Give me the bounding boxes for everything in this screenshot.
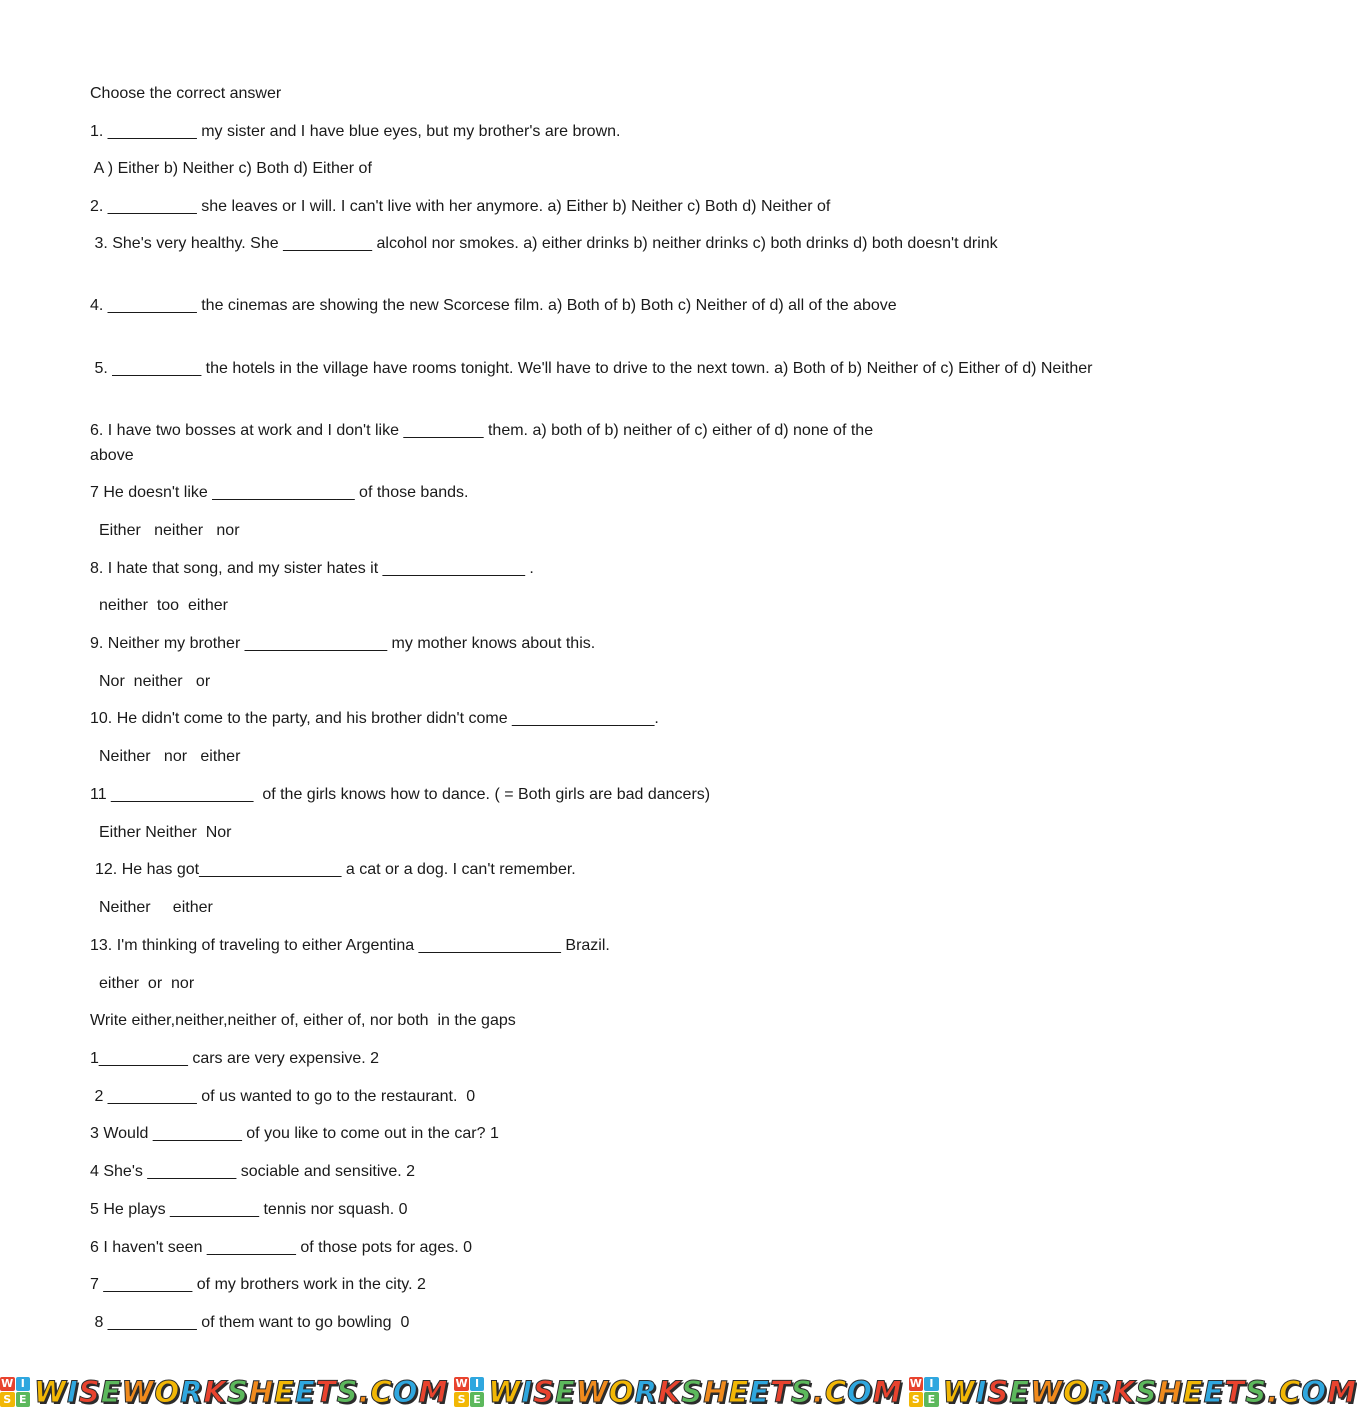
question-13-options: either or nor <box>99 975 195 992</box>
question-7-options: Either neither nor <box>99 522 240 539</box>
question-9: 9. Neither my brother ________________ my mother knows about this. <box>90 635 596 652</box>
gap-sentence-6: 6 I haven't seen __________ of those pots for ages. 0 <box>90 1239 473 1256</box>
brand-icon-tile: W <box>455 1377 468 1391</box>
question-9-options: Nor neither or <box>99 673 211 690</box>
brand-icon <box>909 1377 939 1407</box>
question-13: 13. I'm thinking of traveling to either Argentina ________________ Brazil. <box>90 937 610 954</box>
footer-banner <box>0 1370 1357 1413</box>
brand-wordmark: WISEWORKSHEETS.COM <box>34 1374 449 1409</box>
question-8-options: neither too either <box>99 597 228 614</box>
question-10-options: Neither nor either <box>99 748 241 765</box>
section-2-heading: Write either,neither,neither of, either of, nor both in the gaps <box>90 1012 516 1029</box>
brand-icon-tile: S <box>909 1392 924 1407</box>
wiseworksheets-logo <box>454 1375 902 1409</box>
question-3: 3. She's very healthy. She __________ alcohol nor smokes. a) either drinks b) neither drinks c) both drinks d) both doesn't drink <box>90 235 998 252</box>
brand-icon-tile: E <box>16 1392 31 1407</box>
brand-icon-tile: I <box>16 1377 31 1392</box>
gap-sentence-4: 4 She's __________ sociable and sensitive. 2 <box>90 1163 416 1180</box>
gap-sentence-2: 2 __________ of us wanted to go to the restaurant. 0 <box>90 1088 476 1105</box>
question-6: 6. I have two bosses at work and I don't like _________ them. a) both of b) neither of c) either of d) none of the above <box>90 422 874 464</box>
brand-wordmark: WISEWORKSHEETS.COM <box>488 1374 903 1409</box>
question-4: 4. __________ the cinemas are showing the new Scorcese film. a) Both of b) Both c) Neither of d) all of the above <box>90 297 897 314</box>
wiseworksheets-logo <box>909 1375 1357 1409</box>
question-1-options: A ) Either b) Neither c) Both d) Either of <box>90 160 372 177</box>
brand-icon <box>0 1377 30 1407</box>
brand-wordmark: WISEWORKSHEETS.COM <box>942 1374 1357 1409</box>
question-2: 2. __________ she leaves or I will. I can't live with her anymore. a) Either b) Neither c) Both d) Neither of <box>90 198 831 215</box>
brand-icon-tile: W <box>909 1377 922 1391</box>
question-5: 5. __________ the hotels in the village have rooms tonight. We'll have to drive to the next town. a) Both of b) Neither of c) Either of d) Neither <box>90 360 1093 377</box>
question-7: 7 He doesn't like ________________ of those bands. <box>90 484 469 501</box>
gap-sentence-5: 5 He plays __________ tennis nor squash. 0 <box>90 1201 408 1218</box>
brand-icon-tile: I <box>470 1377 485 1392</box>
wiseworksheets-logo <box>0 1375 448 1409</box>
gap-sentence-1: 1__________ cars are very expensive. 2 <box>90 1050 380 1067</box>
brand-icon-tile: S <box>0 1392 15 1407</box>
brand-icon-tile: S <box>454 1392 469 1407</box>
question-12: 12. He has got________________ a cat or a dog. I can't remember. <box>95 861 576 878</box>
question-11: 11 ________________ of the girls knows how to dance. ( = Both girls are bad dancers) <box>90 786 711 803</box>
gap-sentence-3: 3 Would __________ of you like to come out in the car? 1 <box>90 1125 499 1142</box>
gap-sentence-8: 8 __________ of them want to go bowling 0 <box>90 1314 410 1331</box>
question-11-options: Either Neither Nor <box>99 824 232 841</box>
question-12-options: Neither either <box>99 899 213 916</box>
question-8: 8. I hate that song, and my sister hates it ________________ . <box>90 560 534 577</box>
instructions-heading: Choose the correct answer <box>90 85 282 102</box>
question-1: 1. __________ my sister and I have blue eyes, but my brother's are brown. <box>90 123 621 140</box>
brand-icon <box>454 1377 484 1407</box>
brand-icon-tile: I <box>924 1377 939 1392</box>
gap-sentence-7: 7 __________ of my brothers work in the city. 2 <box>90 1276 426 1293</box>
brand-icon-tile: W <box>1 1377 14 1391</box>
brand-icon-tile: E <box>924 1392 939 1407</box>
brand-icon-tile: E <box>470 1392 485 1407</box>
question-10: 10. He didn't come to the party, and his brother didn't come ________________. <box>90 710 659 727</box>
